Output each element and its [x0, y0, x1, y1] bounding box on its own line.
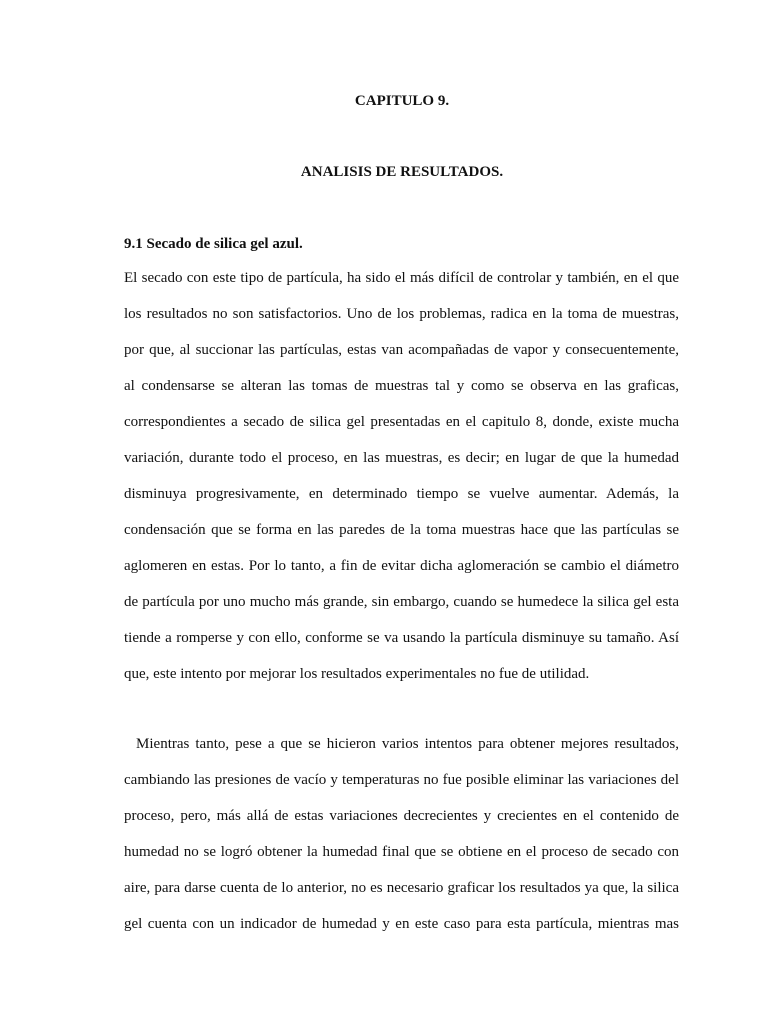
- paragraph-line: gel cuenta con un indicador de humedad y en este caso para esta partícula, mientras mas: [124, 916, 679, 932]
- subsection-title: 9.1 Secado de silica gel azul.: [124, 236, 303, 252]
- paragraph-line: aire, para darse cuenta de lo anterior, no es necesario graficar los resultados ya que, la silica: [124, 880, 679, 896]
- paragraph-line: que, este intento por mejorar los resultados experimentales no fue de utilidad.: [124, 666, 590, 682]
- paragraph-line: variación, durante todo el proceso, en las muestras, es decir; en lugar de que la humedad: [124, 450, 679, 466]
- paragraph-line: cambiando las presiones de vacío y temperaturas no fue posible eliminar las variaciones del: [124, 772, 679, 788]
- paragraph-line: Mientras tanto, pese a que se hicieron varios intentos para obtener mejores resultados,: [124, 736, 679, 752]
- paragraph-2: [124, 734, 679, 950]
- paragraph-line: correspondientes a secado de silica gel presentadas en el capitulo 8, donde, existe mucha: [124, 414, 679, 430]
- paragraph-line: aglomeren en estas. Por lo tanto, a fin de evitar dicha aglomeración se cambio el diámetro: [124, 558, 679, 574]
- paragraph-line: El secado con este tipo de partícula, ha sido el más difícil de controlar y también, en el que: [124, 270, 679, 286]
- paragraph-line: por que, al succionar las partículas, estas van acompañadas de vapor y consecuentemente,: [124, 342, 679, 358]
- paragraph-line: condensación que se forma en las paredes de la toma muestras hace que las partículas se: [124, 522, 679, 538]
- paragraph-line: al condensarse se alteran las tomas de muestras tal y como se observa en las graficas,: [124, 378, 679, 394]
- paragraph-line: los resultados no son satisfactorios. Uno de los problemas, radica en la toma de muestras,: [124, 306, 679, 322]
- paragraph-line: disminuya progresivamente, en determinado tiempo se vuelve aumentar. Además, la: [124, 486, 679, 502]
- paragraph-line: tiende a romperse y con ello, conforme se va usando la partícula disminuye su tamaño. Así: [124, 630, 679, 646]
- chapter-title: CAPITULO 9.: [354, 93, 450, 109]
- paragraph-line: de partícula por uno mucho más grande, sin embargo, cuando se humedece la silica gel esta: [124, 594, 679, 610]
- paragraph-line: humedad no se logró obtener la humedad final que se obtiene en el proceso de secado con: [124, 844, 679, 860]
- paragraph-line: proceso, pero, más allá de estas variaciones decrecientes y crecientes en el contenido de: [124, 808, 679, 824]
- section-title: ANALISIS DE RESULTADOS.: [300, 164, 504, 180]
- paragraph-1: [124, 268, 679, 700]
